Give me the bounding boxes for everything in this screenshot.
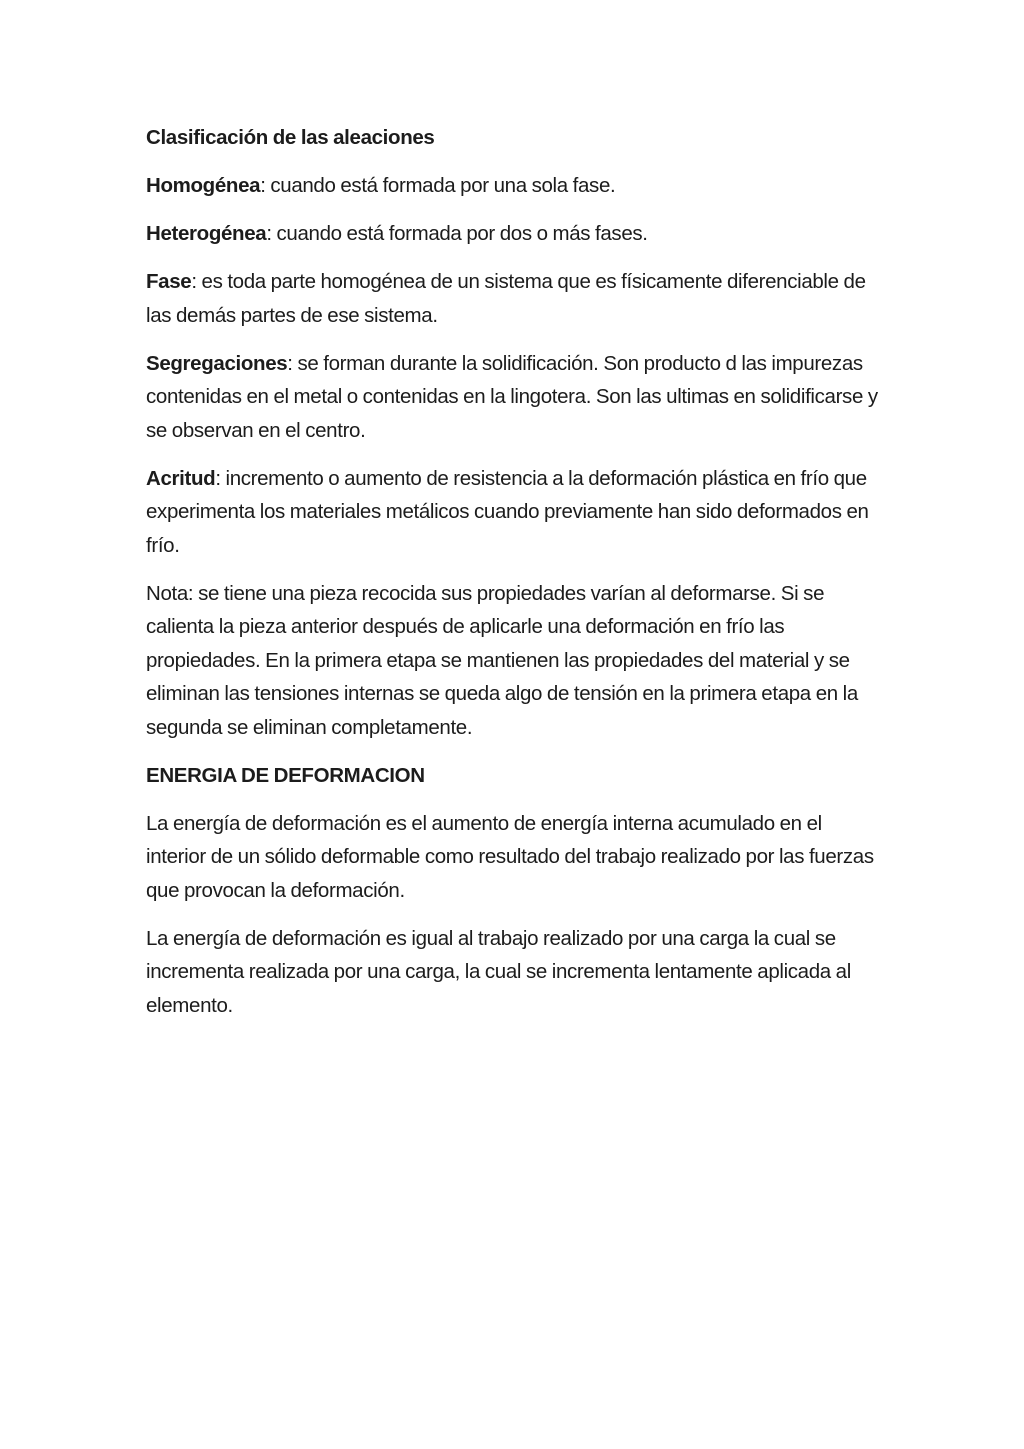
definition-term: Heterogénea [146, 222, 267, 245]
body-paragraph: La energía de deformación es el aumento de energía interna acumulado en el interior de un sólido deformable como resultado del trabajo realizado por las fuerzas que provocan la deformación. [146, 811, 874, 902]
body-paragraph: La energía de deformación es igual al trabajo realizado por una carga la cual se incrementa realizada por una carga, la cual se incrementa lentamente aplicada al elemento. [146, 926, 851, 1017]
definition-acritud [146, 462, 886, 563]
definition-text: : incremento o aumento de resistencia a la deformación plástica en frío que experimenta los materiales metálicos cuando previamente han sido deformados en frío. [146, 466, 869, 557]
document-title: Clasificación de las aleaciones [146, 126, 435, 149]
definition-text: : es toda parte homogénea de un sistema que es físicamente diferenciable de las demás partes de ese sistema. [146, 270, 866, 327]
definition-term: Homogénea [146, 174, 261, 197]
definition-segregaciones [146, 347, 886, 448]
definition-term: Acritud [146, 466, 216, 490]
definition-term: Segregaciones [146, 351, 288, 375]
definition-text: : se forman durante la solidificación. Son producto d las impurezas contenidas en el metal o contenidas en la lingotera. Son las ultimas en solidificarse y se observan en el centro. [146, 351, 878, 442]
definition-term: Fase [146, 270, 192, 293]
definition-fase [146, 265, 886, 332]
note-paragraph: Nota: se tiene una pieza recocida sus propiedades varían al deformarse. Si se calienta la pieza anterior después de aplicarle una deformación en frío las propiedades. En la primera etapa se mantienen las propiedades del material y se eliminan las tensiones internas se queda algo de tensión en la primera etapa en la segunda se eliminan completamente. [146, 581, 858, 739]
document-body [146, 121, 886, 1037]
definition-text: : cuando está formada por una sola fase. [260, 174, 616, 197]
definition-text: : cuando está formada por dos o más fases. [266, 222, 648, 245]
section-title: ENERGIA DE DEFORMACION [146, 763, 425, 787]
definition-heterogenea [146, 217, 886, 251]
definition-homogenea [146, 169, 886, 203]
